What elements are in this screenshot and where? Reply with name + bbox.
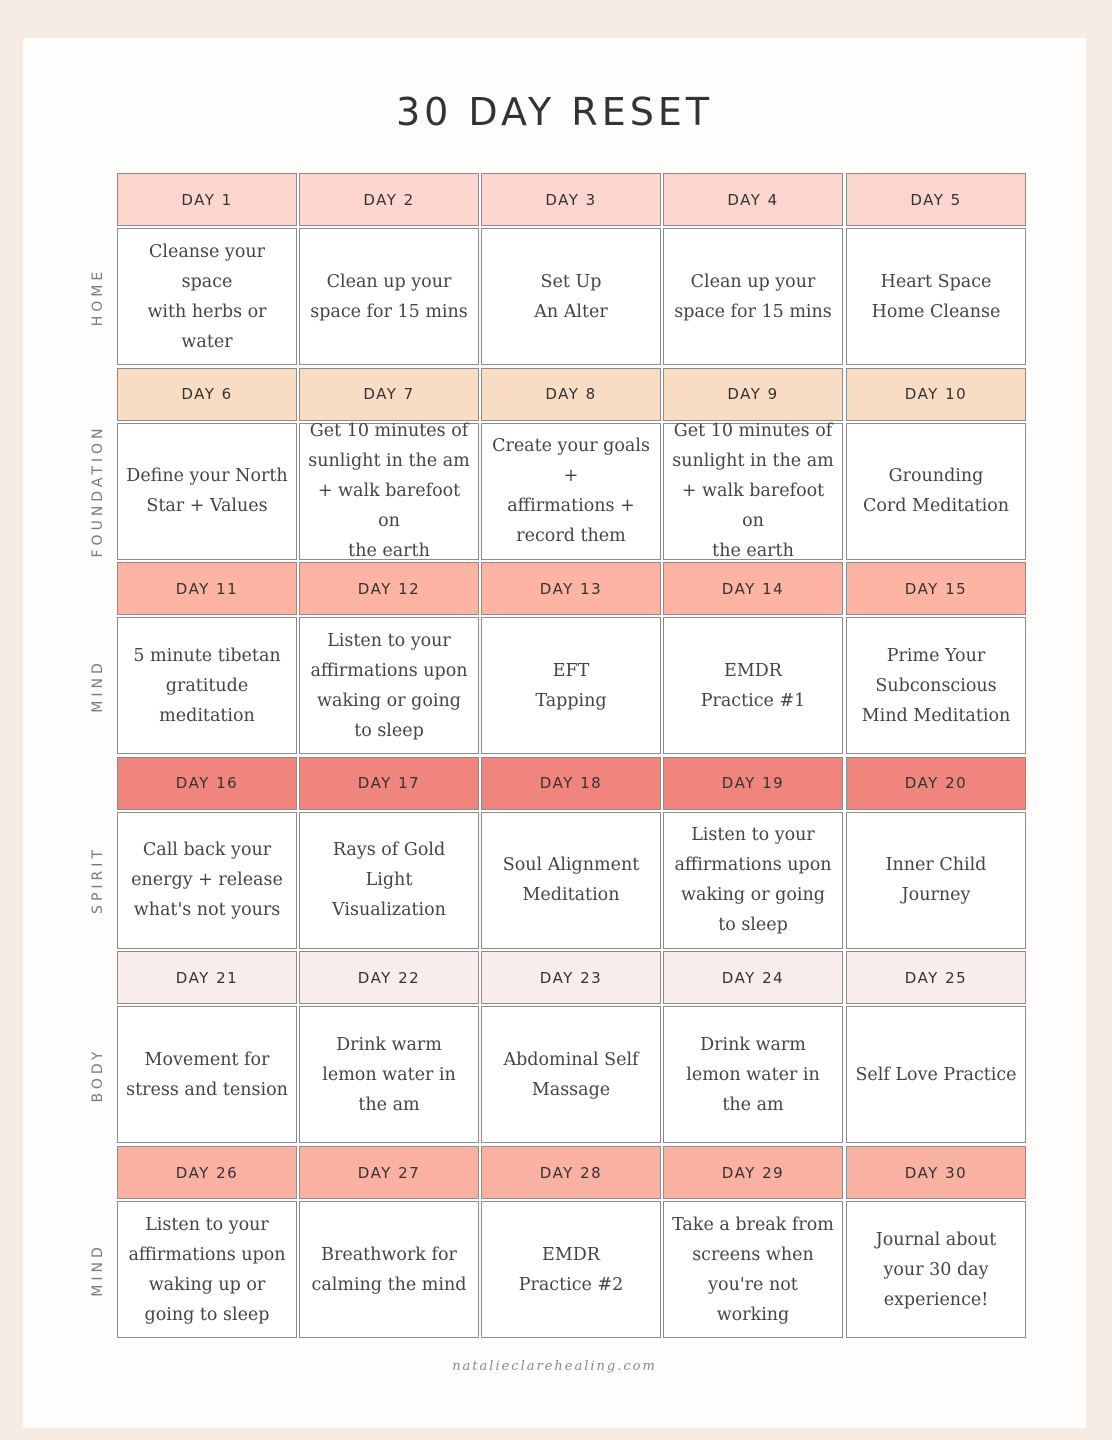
day-activity-cell: Self Love Practice bbox=[846, 1006, 1026, 1143]
day-header: DAY 8 bbox=[481, 368, 661, 421]
day-activity-cell: Create your goals + affirmations + record them bbox=[481, 423, 661, 560]
day-activity-cell: Set Up An Alter bbox=[481, 228, 661, 365]
day-header: DAY 1 bbox=[117, 173, 297, 226]
day-header: DAY 25 bbox=[846, 951, 1026, 1004]
section-label-text: MIND bbox=[90, 1242, 106, 1297]
day-activity-cell: Define your North Star + Values bbox=[117, 423, 297, 560]
day-activity-cell: Heart Space Home Cleanse bbox=[846, 228, 1026, 365]
day-activity-cell: Movement for stress and tension bbox=[117, 1006, 297, 1143]
day-header: DAY 19 bbox=[663, 757, 843, 810]
day-header: DAY 12 bbox=[299, 562, 479, 615]
day-activity-cell: Call back your energy + release what's not yours bbox=[117, 812, 297, 949]
day-header: DAY 17 bbox=[299, 757, 479, 810]
section-label-text: FOUNDATION bbox=[90, 424, 106, 558]
day-header: DAY 18 bbox=[481, 757, 661, 810]
day-header: DAY 26 bbox=[117, 1146, 297, 1199]
day-header: DAY 2 bbox=[299, 173, 479, 226]
day-activity-cell: Grounding Cord Meditation bbox=[846, 423, 1026, 560]
section-label-text: SPIRIT bbox=[90, 846, 106, 915]
day-header: DAY 14 bbox=[663, 562, 843, 615]
day-header: DAY 30 bbox=[846, 1146, 1026, 1199]
day-activity-cell: Abdominal Self Massage bbox=[481, 1006, 661, 1143]
footer-website: natalieclarehealing.com bbox=[452, 1359, 657, 1374]
day-header: DAY 10 bbox=[846, 368, 1026, 421]
day-header: DAY 15 bbox=[846, 562, 1026, 615]
day-activity-cell: Breathwork for calming the mind bbox=[299, 1201, 479, 1338]
section-label-text: BODY bbox=[90, 1047, 106, 1103]
day-activity-cell: Journal about your 30 day experience! bbox=[846, 1201, 1026, 1338]
day-activity-cell: Get 10 minutes of sunlight in the am + walk barefoot on the earth bbox=[299, 423, 479, 560]
day-activity-cell: Listen to your affirmations upon waking up or going to sleep bbox=[117, 1201, 297, 1338]
day-header: DAY 21 bbox=[117, 951, 297, 1004]
day-header: DAY 4 bbox=[663, 173, 843, 226]
day-activity-cell: Rays of Gold Light Visualization bbox=[299, 812, 479, 949]
day-header: DAY 7 bbox=[299, 368, 479, 421]
day-activity-cell: Drink warm lemon water in the am bbox=[663, 1006, 843, 1143]
day-header: DAY 24 bbox=[663, 951, 843, 1004]
day-header: DAY 11 bbox=[117, 562, 297, 615]
day-header: DAY 16 bbox=[117, 757, 297, 810]
day-activity-cell: Cleanse your space with herbs or water bbox=[117, 228, 297, 365]
day-header: DAY 22 bbox=[299, 951, 479, 1004]
day-activity-cell: Drink warm lemon water in the am bbox=[299, 1006, 479, 1143]
day-header: DAY 3 bbox=[481, 173, 661, 226]
page-title: 30 DAY RESET bbox=[395, 90, 714, 134]
day-activity-cell: Take a break from screens when you're not working bbox=[663, 1201, 843, 1338]
day-activity-cell: Inner Child Journey bbox=[846, 812, 1026, 949]
day-header: DAY 5 bbox=[846, 173, 1026, 226]
day-header: DAY 29 bbox=[663, 1146, 843, 1199]
day-activity-cell: EMDR Practice #2 bbox=[481, 1201, 661, 1338]
day-header: DAY 20 bbox=[846, 757, 1026, 810]
day-header: DAY 9 bbox=[663, 368, 843, 421]
day-activity-cell: Clean up your space for 15 mins bbox=[663, 228, 843, 365]
day-header: DAY 13 bbox=[481, 562, 661, 615]
day-activity-cell: EMDR Practice #1 bbox=[663, 617, 843, 754]
day-activity-cell: Get 10 minutes of sunlight in the am + walk barefoot on the earth bbox=[663, 423, 843, 560]
day-activity-cell: Clean up your space for 15 mins bbox=[299, 228, 479, 365]
day-activity-cell: Listen to your affirmations upon waking or going to sleep bbox=[663, 812, 843, 949]
day-activity-cell: Listen to your affirmations upon waking or going to sleep bbox=[299, 617, 479, 754]
day-activity-cell: Prime Your Subconscious Mind Meditation bbox=[846, 617, 1026, 754]
day-header: DAY 27 bbox=[299, 1146, 479, 1199]
day-activity-cell: EFT Tapping bbox=[481, 617, 661, 754]
day-header: DAY 28 bbox=[481, 1146, 661, 1199]
day-header: DAY 23 bbox=[481, 951, 661, 1004]
day-header: DAY 6 bbox=[117, 368, 297, 421]
day-activity-cell: 5 minute tibetan gratitude meditation bbox=[117, 617, 297, 754]
worksheet-page bbox=[23, 38, 1086, 1428]
section-label-text: HOME bbox=[90, 267, 106, 326]
day-activity-cell: Soul Alignment Meditation bbox=[481, 812, 661, 949]
section-label-text: MIND bbox=[90, 658, 106, 713]
